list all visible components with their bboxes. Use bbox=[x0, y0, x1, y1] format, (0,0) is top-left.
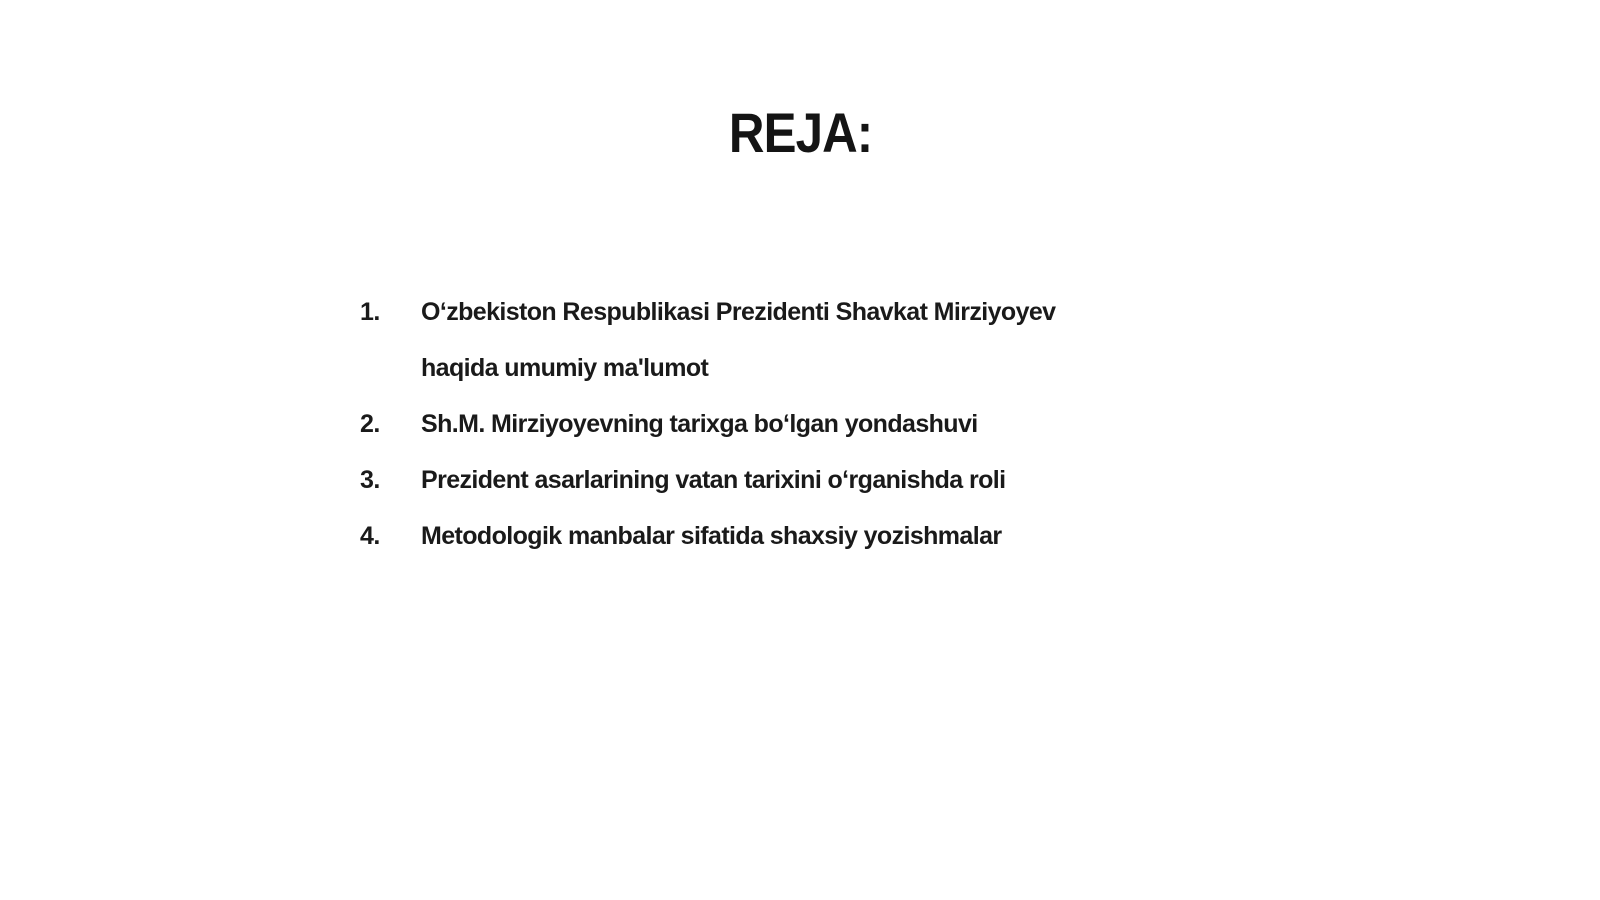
list-item bbox=[360, 396, 1220, 452]
list-item-text: Prezident asarlarining vatan tarixini o‘rganishda roli bbox=[421, 466, 1006, 494]
list-item-number: 2. bbox=[360, 410, 380, 438]
list-item-text: O‘zbekiston Respublikasi Prezidenti Shavkat Mirziyoyev haqida umumiy ma'lumot bbox=[421, 298, 1056, 382]
slide-title: REJA: bbox=[728, 101, 873, 164]
list-item-text: Metodologik manbalar sifatida shaxsiy yozishmalar bbox=[421, 522, 1002, 550]
list-item-text: Sh.M. Mirziyoyevning tarixga bo‘lgan yondashuvi bbox=[421, 410, 978, 438]
list-item-number: 4. bbox=[360, 522, 380, 550]
list-item bbox=[360, 452, 1220, 508]
plan-list bbox=[360, 284, 1220, 564]
list-item-number: 3. bbox=[360, 466, 380, 494]
list-item bbox=[360, 508, 1220, 564]
list-item-number: 1. bbox=[360, 298, 380, 326]
list-item bbox=[360, 284, 1220, 396]
